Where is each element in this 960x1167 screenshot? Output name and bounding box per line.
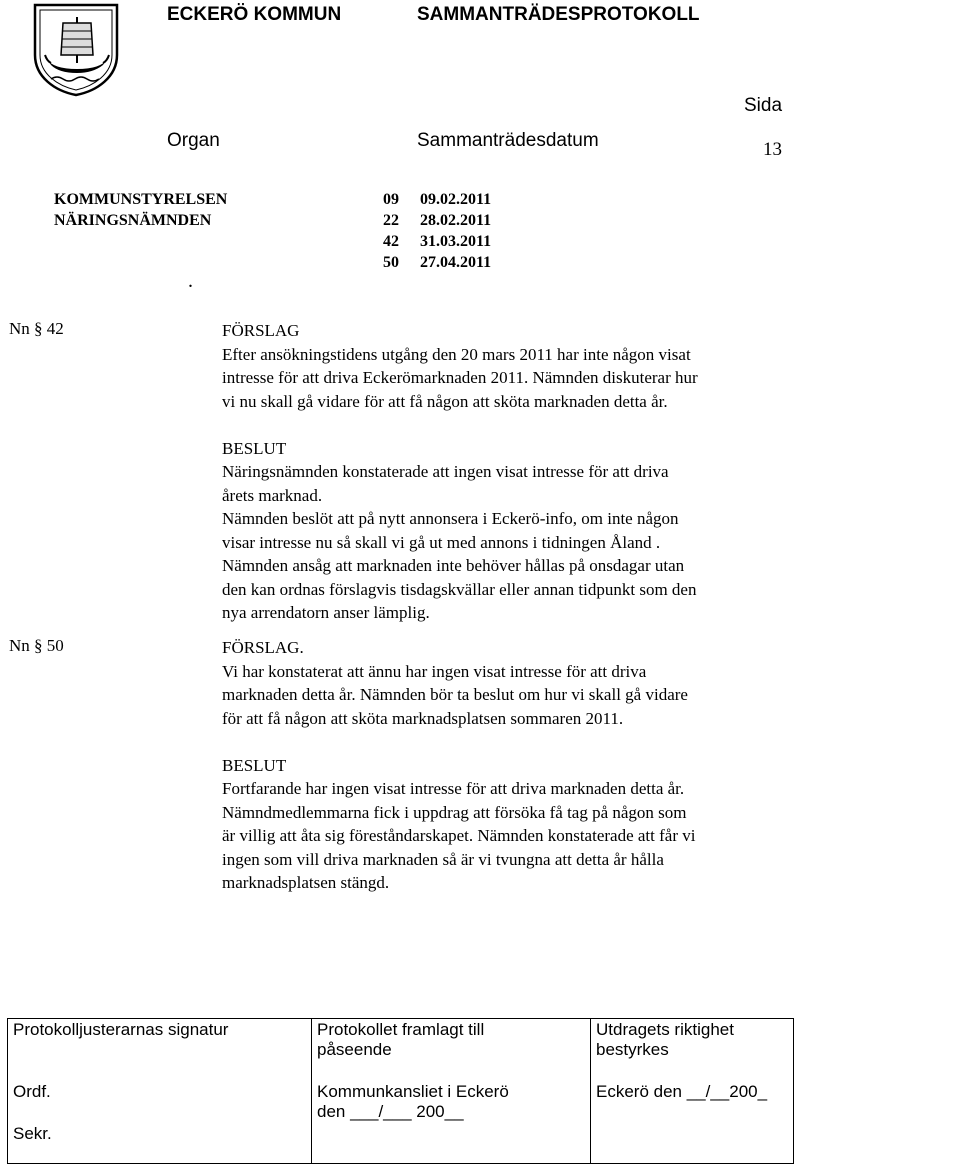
meeting-date: 31.03.2011: [420, 233, 492, 250]
signature-title: Protokolljusterarnas signatur: [13, 1020, 229, 1039]
section-line: Nämndmedlemmarna fick i uppdrag att försöka få tag på någon som: [222, 802, 687, 822]
certified-title-line2: bestyrkes: [596, 1040, 669, 1059]
section-line: FÖRSLAG: [222, 321, 300, 340]
document-type-title: SAMMANTRÄDESPROTOKOLL: [417, 4, 700, 25]
organ-body-naringsnamnden: NÄRINGSNÄMNDEN: [54, 212, 212, 229]
section-line: Nämnden ansåg att marknaden inte behöver hållas på onsdagar utan: [222, 556, 685, 575]
section-line: för att få någon att sköta marknadsplatsen sommaren 2011.: [222, 708, 624, 728]
section-text-42: [222, 319, 822, 625]
section-line: den kan ordnas förslagvis tisdagskvällar eller annan tidpunkt som den: [222, 579, 697, 599]
municipal-crest-logo: [33, 3, 119, 97]
section-line: Fortfarande har ingen visat intresse för att driva marknaden detta år.: [222, 779, 685, 798]
meeting-number: 50: [383, 254, 399, 271]
section-text-50: [222, 636, 822, 895]
ordf-label: Ordf.: [13, 1082, 51, 1101]
page-label: Sida: [744, 95, 783, 116]
meeting-date: 28.02.2011: [420, 212, 492, 229]
sekr-label: Sekr.: [13, 1124, 52, 1143]
separator-dot: .: [188, 270, 193, 292]
page-number: 13: [763, 139, 782, 160]
organ-label: Organ: [167, 130, 220, 151]
blank-line: [222, 730, 822, 754]
section-line: BESLUT: [222, 755, 287, 775]
date-label: Sammanträdesdatum: [417, 130, 599, 151]
section-line: marknadsplatsen stängd.: [222, 873, 390, 892]
meeting-number: 42: [383, 233, 399, 250]
posted-title-line2: påseende: [317, 1040, 392, 1059]
section-line: ingen som vill driva marknaden så är vi tvungna att detta år hålla: [222, 849, 664, 869]
organ-body-kommunstyrelsen: KOMMUNSTYRELSEN: [54, 191, 228, 208]
section-line: nya arrendatorn anser lämplig.: [222, 603, 430, 622]
section-line: vi nu skall gå vidare för att få någon att sköta marknaden detta år.: [222, 391, 668, 411]
certified-column: [590, 1019, 793, 1163]
section-line: årets marknad.: [222, 485, 323, 505]
meeting-number: 09: [383, 191, 399, 208]
posted-place: Kommunkansliet i Eckerö: [317, 1082, 509, 1101]
certified-title: Utdragets riktighet: [596, 1020, 734, 1039]
paragraph-id: Nn § 42: [9, 319, 64, 338]
section-line: BESLUT: [222, 438, 287, 458]
meeting-number: 22: [383, 212, 399, 229]
posted-title: Protokollet framlagt till: [317, 1020, 485, 1039]
posted-column: [311, 1019, 590, 1163]
section-line: är villig att åta sig föreståndarskapet. Nämnden konstaterade att får vi: [222, 826, 696, 845]
section-line: visar intresse nu så skall vi gå ut med annons i tidningen Åland .: [222, 532, 661, 552]
section-line: FÖRSLAG.: [222, 638, 304, 657]
meeting-date: 27.04.2011: [420, 254, 492, 271]
section-line: Efter ansökningstidens utgång den 20 mars 2011 har inte någon visat: [222, 344, 691, 364]
certified-date: Eckerö den __/__200_: [596, 1082, 768, 1101]
meeting-date: 09.02.2011: [420, 191, 492, 208]
paragraph-id: Nn § 50: [9, 636, 64, 655]
section-line: intresse för att driva Eckerömarknaden 2011. Nämnden diskuterar hur: [222, 368, 698, 387]
signature-column: [8, 1019, 311, 1163]
section-line: marknaden detta år. Nämnden bör ta beslut om hur vi skall gå vidare: [222, 685, 688, 704]
blank-line: [222, 413, 822, 437]
section-line: Vi har konstaterat att ännu har ingen visat intresse för att driva: [222, 661, 647, 681]
section-line: Nämnden beslöt att på nytt annonsera i Eckerö-info, om inte någon: [222, 509, 679, 528]
posted-date: den ___/___ 200__: [317, 1102, 464, 1121]
municipality-name: ECKERÖ KOMMUN: [167, 4, 342, 25]
section-line: Näringsnämnden konstaterade att ingen visat intresse för att driva: [222, 462, 669, 481]
signature-footer-table: [7, 1018, 794, 1164]
